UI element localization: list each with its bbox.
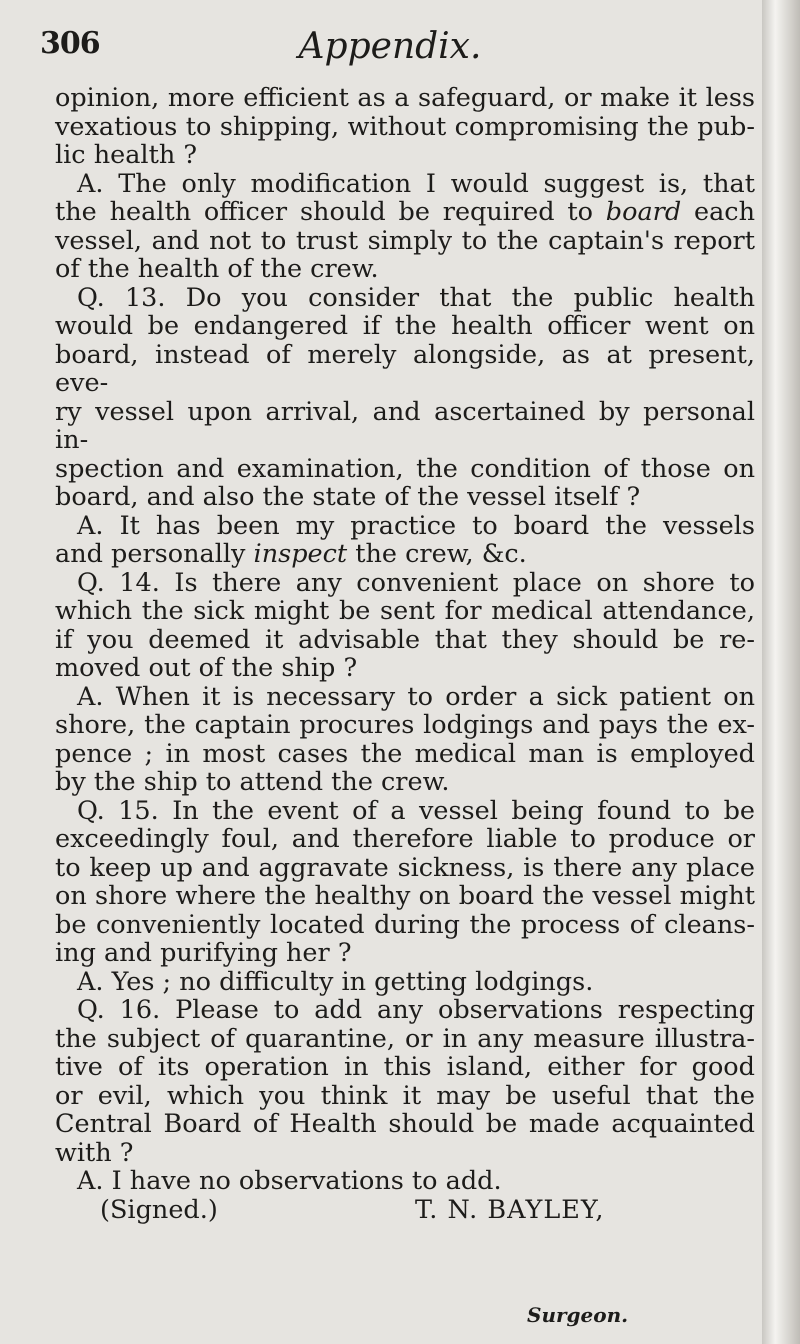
text-line: board, and also the state of the vessel itself ? — [55, 482, 641, 512]
text-line: ing and purifying her ? — [55, 938, 352, 968]
running-head: Appendix. — [298, 26, 482, 67]
text-line: exceedingly foul, and therefore liable to produce or — [55, 824, 755, 854]
text-line: vexatious to shipping, without compromising the pub- — [55, 111, 755, 142]
text-line: Q. 15. In the event of a vessel being found to be — [77, 795, 755, 826]
text-line: A. When it is necessary to order a sick patient on — [77, 681, 755, 712]
text-line: to keep up and aggravate sickness, is there any place — [55, 852, 755, 883]
text-line: Central Board of Health should be made acquainted — [55, 1109, 755, 1139]
text-line: vessel, and not to trust simply to the captain's report — [55, 225, 755, 256]
text-line: with ? — [55, 1137, 134, 1168]
text-line: and personally inspect the crew, &c. — [55, 539, 527, 569]
page-header — [40, 26, 740, 76]
text-line: board, instead of merely alongside, as at present, eve- — [55, 339, 755, 398]
signatory-title: Surgeon. — [527, 1303, 629, 1327]
text-line: Q. 16. Please to add any observations respecting — [77, 995, 755, 1025]
emphasis: inspect — [253, 539, 348, 569]
text-line: lic health ? — [55, 140, 198, 170]
text-line: opinion, more efficient as a safeguard, or make it less — [55, 83, 755, 113]
text-line: A. The only modification I would suggest is, that — [77, 168, 755, 199]
text-line: on shore where the healthy on board the vessel might — [55, 881, 755, 911]
text-line: if you deemed it advisable that they should be re- — [55, 624, 755, 655]
body-text — [55, 84, 755, 1226]
text-line: of the health of the crew. — [55, 254, 379, 284]
signature-row — [55, 1196, 755, 1226]
text-line: shore, the captain procures lodgings and pays the ex- — [55, 710, 755, 740]
text-line: spection and examination, the condition of those on — [55, 453, 755, 484]
text-line: Q. 13. Do you consider that the public health — [77, 282, 755, 313]
text-line: the subject of quarantine, or in any measure illustra- — [55, 1023, 755, 1054]
text-line: A. It has been my practice to board the vessels — [77, 510, 755, 541]
text-line: pence ; in most cases the medical man is employed — [55, 738, 755, 769]
text-line: the health officer should be required to board each — [55, 197, 756, 227]
signatory-name: T. N. BAYLEY, — [415, 1194, 605, 1225]
text-line: A. I have no observations to add. — [77, 1166, 502, 1196]
text-line: Q. 14. Is there any convenient place on shore to — [77, 567, 755, 598]
text-line: A. Yes ; no difficulty in getting lodgings. — [77, 966, 594, 997]
signed-label: (Signed.) — [100, 1194, 218, 1225]
text-line: tive of its operation in this island, either for good — [55, 1052, 755, 1082]
text-line: would be endangered if the health officer went on — [55, 311, 755, 341]
emphasis: board — [605, 197, 682, 227]
page-number: 306 — [40, 26, 100, 61]
text-line: or evil, which you think it may be useful that the — [55, 1080, 755, 1111]
text-line: be conveniently located during the process of cleans- — [55, 909, 755, 940]
text-line: moved out of the ship ? — [55, 653, 358, 683]
page-edge — [762, 0, 800, 1344]
text-line: ry vessel upon arrival, and ascertained by personal in- — [55, 396, 755, 455]
text-line: which the sick might be sent for medical attendance, — [55, 596, 755, 626]
text-line: by the ship to attend the crew. — [55, 767, 450, 797]
